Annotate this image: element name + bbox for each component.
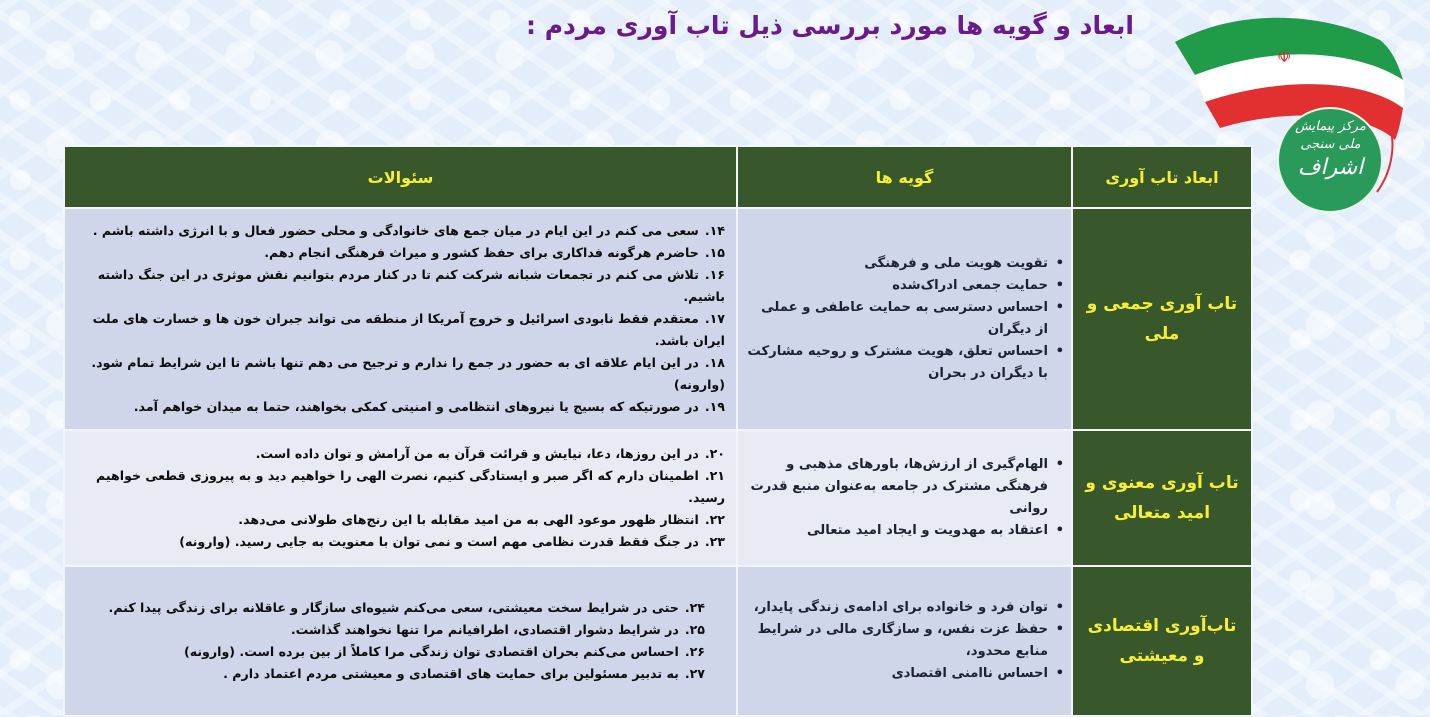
question-item: ۲۵.در شرایط دشوار اقتصادی، اطرافیانم مرا تنها نخواهند گذاشت.	[290, 622, 705, 637]
question-item: ۱۴.سعی می کنم در این ایام در میان جمع های خانوادگی و محلی حضور فعال و با انرژی داشته باشم .	[92, 223, 725, 238]
list-item: • احساس ناامنی اقتصادی	[745, 663, 1048, 685]
items-cell	[737, 430, 1072, 566]
questions-cell	[64, 566, 737, 716]
logo-text-line2: اشراف	[1297, 155, 1364, 180]
logo-text-line1: مرکز پیمایش ملی سنجی	[1295, 119, 1366, 152]
header-dimension: ابعاد تاب آوری	[1072, 146, 1252, 208]
question-item: ۱۷.معتقدم فقط نابودی اسرائیل و خروج آمریکا از منطقه می تواند جبران خون ها و خسارت های ملت ایران باشد.	[92, 311, 725, 348]
table-row	[64, 566, 1252, 716]
question-item: ۱۵.حاضرم هرگونه فداکاری برای حفظ کشور و میراث فرهنگی انجام دهم.	[264, 245, 725, 260]
list-item: • توان فرد و خانواده برای ادامه‌ی زندگی پایدار،	[745, 597, 1048, 619]
table-row	[64, 430, 1252, 566]
header-questions: سئوالات	[64, 146, 737, 208]
page-title: ابعاد و گویه ها مورد بررسی ذیل تاب آوری مردم :	[526, 11, 1134, 40]
items-cell	[737, 208, 1072, 430]
dimension-cell: تاب آوری جمعی و ملی	[1072, 208, 1252, 430]
question-item: ۲۷.به تدبیر مسئولین برای حمایت های اقتصادی و معیشتی مردم اعتماد دارم .	[223, 666, 705, 681]
question-item: ۱۹.در صورتیکه که بسیج یا نیروهای انتظامی و امنیتی کمکی بخواهند، حتما به میدان خواهم آمد.	[133, 399, 725, 414]
dimension-cell: تاب آوری معنوی و امید متعالی	[1072, 430, 1252, 566]
question-item: ۲۲.انتظار ظهور موعود الهی به من امید مقابله با این رنج‌های طولانی می‌دهد.	[238, 512, 725, 527]
list-item: • حمایت جمعی ادراک‌شده	[745, 275, 1048, 297]
list-item: • احساس دسترسی به حمایت عاطفی و عملی از دیگران	[745, 297, 1048, 341]
question-item: ۲۰.در این روزها، دعا، نیایش و قرائت قرآن به من آرامش و توان داده است.	[255, 446, 725, 461]
question-item: ۲۴.حتی در شرایط سخت معیشتی، سعی می‌کنم شیوه‌ای سازگار و عاقلانه برای زندگی پیدا کنم.	[108, 600, 705, 615]
resilience-dimensions-table	[63, 145, 1253, 717]
items-cell	[737, 566, 1072, 716]
dimension-cell: تاب‌آوری اقتصادی و معیشتی	[1072, 566, 1252, 716]
questions-cell	[64, 208, 737, 430]
question-item: ۲۶.احساس می‌کنم بحران اقتصادی توان زندگی مرا کاملاً از بین برده است. (وارونه)	[183, 644, 705, 659]
list-item: • اعتقاد به مهدویت و ایجاد امید متعالی	[745, 520, 1048, 542]
question-item: ۱۶.تلاش می کنم در تجمعات شبانه شرکت کنم تا در کنار مردم بتوانیم نقش موثری در این جنگ داشته باشیم.	[97, 267, 725, 304]
question-item: ۱۸.در این ایام علاقه ای به حضور در جمع را ندارم و ترجیح می دهم تنها باشم تا این شرایط تمام شود. (وارونه)	[91, 355, 725, 392]
list-item: • الهام‌گیری از ارزش‌ها، باورهای مذهبی و فرهنگی مشترک در جامعه به‌عنوان منبع قدرت روانی	[745, 454, 1048, 520]
header-items: گویه ها	[737, 146, 1072, 208]
list-item: • حفظ عزت نفس، و سازگاری مالی در شرایط منابع محدود،	[745, 619, 1048, 663]
table-row	[64, 208, 1252, 430]
questions-cell	[64, 430, 737, 566]
list-item: • احساس تعلق، هویت مشترک و روحیه مشارکت با دیگران در بحران	[745, 341, 1048, 385]
question-item: ۲۱.اطمینان دارم که اگر صبر و ایستادگی کنیم، نصرت الهی را خواهیم دید و به پیروزی قطعی خواهیم رسید.	[96, 468, 725, 505]
list-item: • تقویت هویت ملی و فرهنگی	[745, 253, 1048, 275]
emblem-icon: ☫	[1277, 47, 1292, 66]
question-item: ۲۳.در جنگ فقط قدرت نظامی مهم است و نمی توان با معنویت به جایی رسید. (وارونه)	[179, 534, 725, 549]
